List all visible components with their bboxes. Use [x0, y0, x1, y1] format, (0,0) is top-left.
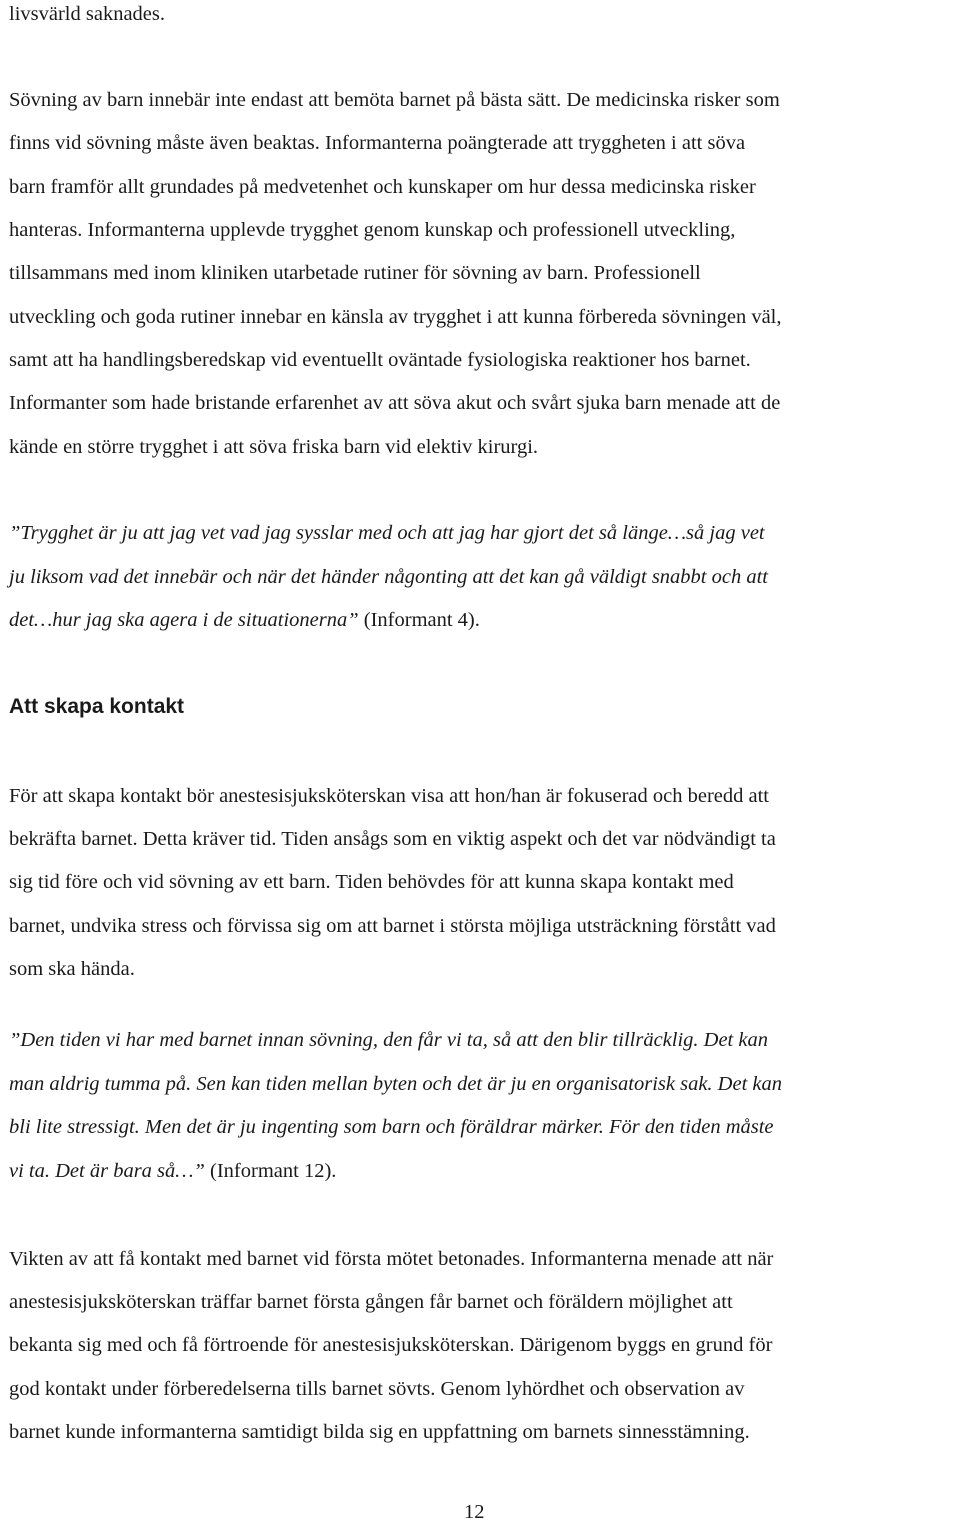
paragraph-line: Informanter som hade bristande erfarenhet av att söva akut och svårt sjuka barn menade att de — [9, 392, 781, 414]
quote-line-with-citation — [9, 608, 480, 632]
paragraph-line: sig tid före och vid sövning av ett barn. Tiden behövdes för att kunna skapa kontakt med — [9, 871, 734, 893]
quote-line: ju liksom vad det innebär och när det händer någonting att det kan gå väldigt snabbt och att — [9, 566, 768, 588]
paragraph-line: utveckling och goda rutiner innebar en känsla av trygghet i att kunna förbereda sövningen väl, — [9, 306, 782, 328]
paragraph-line: samt att ha handlingsberedskap vid eventuellt oväntade fysiologiska reaktioner hos barnet. — [9, 349, 751, 371]
paragraph-line: barnet, undvika stress och förvissa sig om att barnet i största möjliga utsträckning förstått vad — [9, 915, 776, 937]
paragraph-line: god kontakt under förberedelserna tills barnet sövts. Genom lyhördhet och observation av — [9, 1378, 745, 1400]
quote-citation: (Informant 4). — [358, 609, 480, 631]
paragraph-line: bekanta sig med och få förtroende för anestesisjuksköterskan. Därigenom byggs en grund för — [9, 1334, 773, 1356]
quote-line: bli lite stressigt. Men det är ju ingenting som barn och föräldrar märker. För den tiden måste — [9, 1116, 774, 1138]
paragraph-line: livsvärld saknades. — [9, 3, 165, 25]
paragraph-line: kände en större trygghet i att söva friska barn vid elektiv kirurgi. — [9, 436, 539, 458]
quote-citation: (Informant 12). — [204, 1160, 337, 1182]
paragraph-line: tillsammans med inom kliniken utarbetade rutiner för sövning av barn. Professionell — [9, 262, 701, 284]
paragraph-line: barn framför allt grundades på medvetenhet och kunskaper om hur dessa medicinska risker — [9, 176, 756, 198]
paragraph-line: anestesisjuksköterskan träffar barnet första gången får barnet och föräldern möjlighet att — [9, 1291, 733, 1313]
paragraph-line: bekräfta barnet. Detta kräver tid. Tiden ansågs som en viktig aspekt och det var nödvändigt ta — [9, 828, 776, 850]
quote-line: ”Den tiden vi har med barnet innan sövning, den får vi ta, så att den blir tillräcklig. Det kan — [9, 1029, 768, 1051]
paragraph-line: barnet kunde informanterna samtidigt bilda sig en uppfattning om barnets sinnesstämning. — [9, 1421, 750, 1443]
paragraph-line: För att skapa kontakt bör anestesisjuksköterskan visa att hon/han är fokuserad och beredd att — [9, 785, 770, 807]
paragraph-line: Sövning av barn innebär inte endast att bemöta barnet på bästa sätt. De medicinska risker som — [9, 89, 780, 111]
quote-line-with-citation — [9, 1159, 336, 1183]
quote-line: ”Trygghet är ju att jag vet vad jag sysslar med och att jag har gjort det så länge…så jag vet — [9, 522, 765, 544]
page-number: 12 — [464, 1501, 485, 1523]
paragraph-line: hanteras. Informanterna upplevde trygghet genom kunskap och professionell utveckling, — [9, 219, 736, 241]
section-heading: Att skapa kontakt — [9, 695, 185, 718]
paragraph-line: finns vid sövning måste även beaktas. Informanterna poängterade att tryggheten i att söva — [9, 132, 746, 154]
paragraph-line: som ska hända. — [9, 958, 135, 980]
paragraph-line: Vikten av att få kontakt med barnet vid första mötet betonades. Informanterna menade att när — [9, 1248, 774, 1270]
quote-line: man aldrig tumma på. Sen kan tiden mellan byten och det är ju en organisatorisk sak. Det kan — [9, 1073, 783, 1095]
quote-text: vi ta. Det är bara så…” — [9, 1160, 205, 1182]
quote-text: det…hur jag ska agera i de situationerna” — [9, 609, 359, 631]
